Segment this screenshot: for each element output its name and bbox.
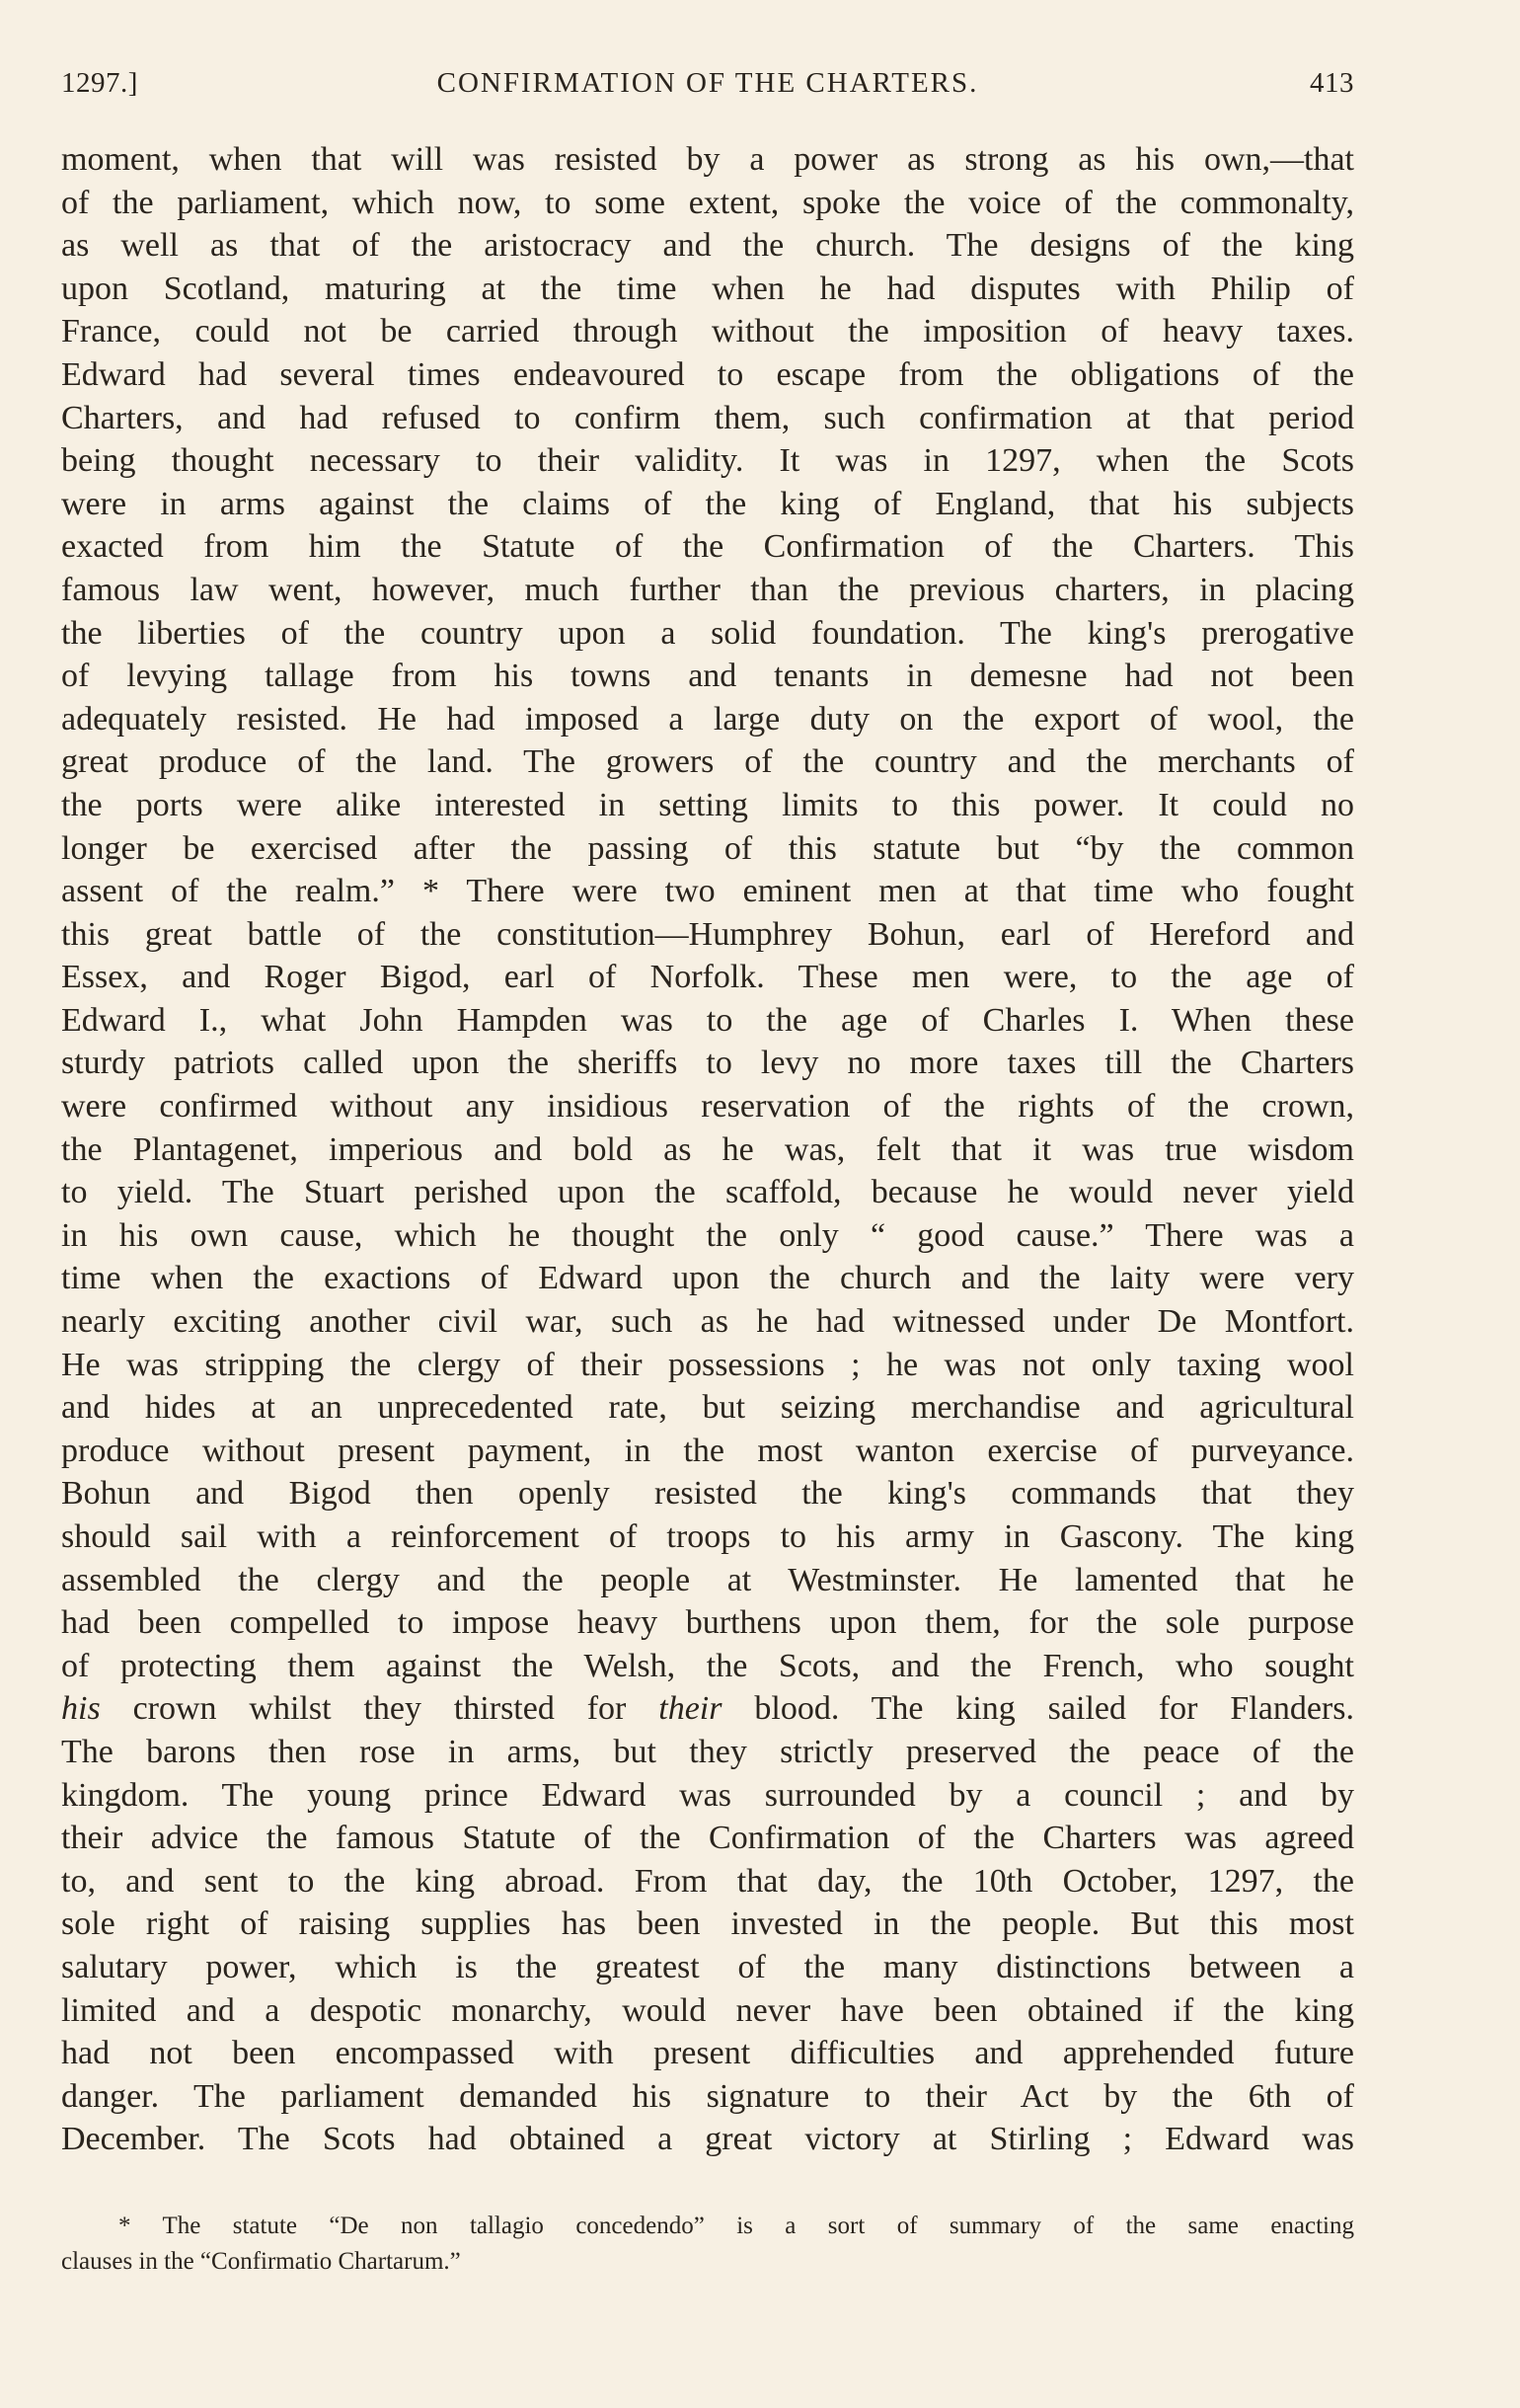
- text-line: kingdom. The young prince Edward was surrounded by a council ; and by: [61, 1776, 1354, 1814]
- header-title: CONFIRMATION OF THE CHARTERS.: [436, 67, 979, 99]
- text-line: assembled the clergy and the people at Westminster. He lamented that he: [61, 1561, 1354, 1598]
- text-line: had not been encompassed with present difficulties and apprehended future: [61, 2035, 1354, 2072]
- footnote: [61, 2209, 1354, 2280]
- italic-word: their: [658, 1690, 722, 1728]
- text-line: nearly exciting another civil war, such as he had witnessed under De Montfort.: [61, 1303, 1354, 1341]
- running-head: [61, 67, 1354, 107]
- text-line: France, could not be carried through without the imposition of heavy taxes.: [61, 313, 1354, 350]
- text-line: the liberties of the country upon a solid foundation. The king's prerogative: [61, 614, 1354, 652]
- text-line: limited and a despotic monarchy, would never have been obtained if the king: [61, 1991, 1354, 2029]
- text-line: salutary power, which is the greatest of the many distinctions between a: [61, 1948, 1354, 1985]
- text-line: great produce of the land. The growers of the country and the merchants of: [61, 743, 1354, 781]
- text-run: blood. The king sailed for Flanders.: [722, 1690, 1354, 1728]
- footnote-line: clauses in the “Confirmatio Chartarum.”: [61, 2248, 461, 2275]
- text-line: longer be exercised after the passing of this statute but “by the common: [61, 829, 1354, 867]
- text-line: sole right of raising supplies has been invested in the people. But this most: [61, 1905, 1354, 1943]
- text-line: moment, when that will was resisted by a power as strong as his own,—that: [61, 141, 1354, 178]
- text-line: of the parliament, which now, to some extent, spoke the voice of the commonalty,: [61, 184, 1354, 221]
- text-line: as well as that of the aristocracy and the church. The designs of the king: [61, 227, 1354, 265]
- text-line: assent of the realm.” * There were two eminent men at that time who fought: [61, 873, 1354, 910]
- text-line: the ports were alike interested in setting limits to this power. It could no: [61, 786, 1354, 823]
- text-run: crown whilst they thirsted for: [100, 1690, 659, 1728]
- text-line: the Plantagenet, imperious and bold as he was, felt that it was true wisdom: [61, 1130, 1354, 1168]
- header-year: 1297.]: [61, 67, 138, 99]
- text-line: [61, 1687, 1354, 1731]
- text-line: Charters, and had refused to confirm them, such confirmation at that period: [61, 399, 1354, 436]
- text-line: Edward had several times endeavoured to escape from the obligations of the: [61, 355, 1354, 393]
- text-line: exacted from him the Statute of the Confirmation of the Charters. This: [61, 528, 1354, 566]
- text-line: danger. The parliament demanded his signature to their Act by the 6th of: [61, 2077, 1354, 2115]
- text-line: to, and sent to the king abroad. From that day, the 10th October, 1297, the: [61, 1862, 1354, 1900]
- text-line: sturdy patriots called upon the sheriffs to levy no more taxes till the Charters: [61, 1045, 1354, 1082]
- text-line: time when the exactions of Edward upon the church and the laity were very: [61, 1260, 1354, 1297]
- text-line: Bohun and Bigod then openly resisted the king's commands that they: [61, 1475, 1354, 1513]
- text-line: He was stripping the clergy of their possessions ; he was not only taxing wool: [61, 1346, 1354, 1383]
- footnote-line: * The statute “De non tallagio concedendo” is a sort of summary of the same enacting: [118, 2213, 1354, 2239]
- text-line: should sail with a reinforcement of troops to his army in Gascony. The king: [61, 1518, 1354, 1555]
- text-line: Essex, and Roger Bigod, earl of Norfolk. These men were, to the age of: [61, 959, 1354, 996]
- text-line: The barons then rose in arms, but they strictly preserved the peace of the: [61, 1733, 1354, 1770]
- text-line: of levying tallage from his towns and tenants in demesne had not been: [61, 658, 1354, 695]
- text-line: December. The Scots had obtained a great victory at Stirling ; Edward was: [61, 2121, 1354, 2158]
- text-line: being thought necessary to their validity. It was in 1297, when the Scots: [61, 442, 1354, 480]
- text-line: Edward I., what John Hampden was to the age of Charles I. When these: [61, 1001, 1354, 1039]
- text-line: were in arms against the claims of the king of England, that his subjects: [61, 485, 1354, 522]
- text-line: had been compelled to impose heavy burthens upon them, for the sole purpose: [61, 1604, 1354, 1642]
- italic-word: his: [61, 1690, 101, 1728]
- text-line: to yield. The Stuart perished upon the scaffold, because he would never yield: [61, 1174, 1354, 1211]
- text-line: in his own cause, which he thought the only “ good cause.” There was a: [61, 1216, 1354, 1254]
- body-text: [61, 138, 1354, 2161]
- page-number: 413: [1310, 67, 1354, 99]
- text-line: were confirmed without any insidious reservation of the rights of the crown,: [61, 1088, 1354, 1126]
- text-line: famous law went, however, much further than the previous charters, in placing: [61, 571, 1354, 608]
- text-line: of protecting them against the Welsh, the Scots, and the French, who sought: [61, 1647, 1354, 1684]
- text-line: produce without present payment, in the most wanton exercise of purveyance.: [61, 1432, 1354, 1469]
- text-line: and hides at an unprecedented rate, but seizing merchandise and agricultural: [61, 1389, 1354, 1427]
- text-line: adequately resisted. He had imposed a large duty on the export of wool, the: [61, 700, 1354, 738]
- text-line: upon Scotland, maturing at the time when he had disputes with Philip of: [61, 270, 1354, 307]
- text-line: this great battle of the constitution—Humphrey Bohun, earl of Hereford and: [61, 915, 1354, 953]
- text-line: their advice the famous Statute of the Confirmation of the Charters was agreed: [61, 1820, 1354, 1857]
